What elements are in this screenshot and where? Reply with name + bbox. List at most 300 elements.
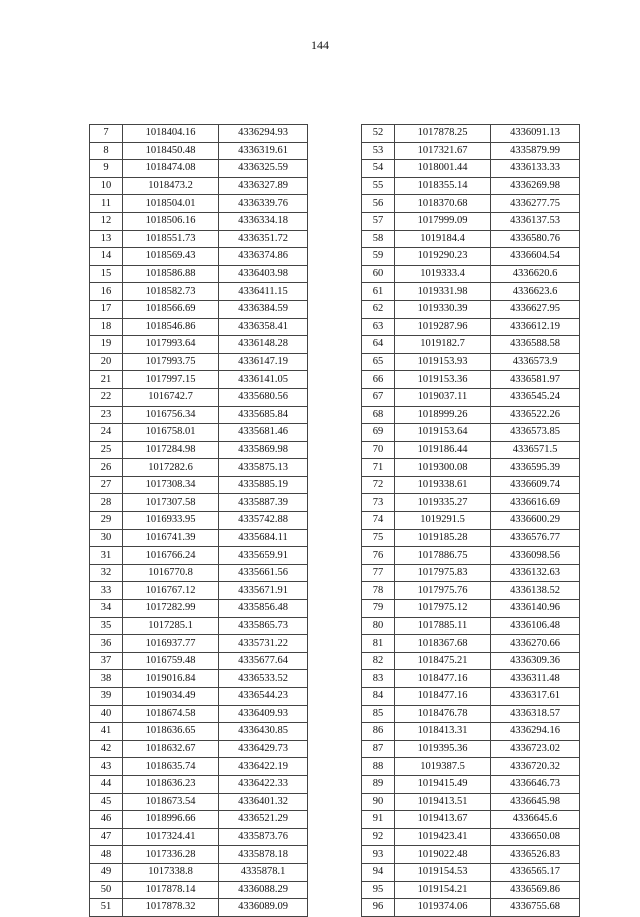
- x-coordinate-cell: 1019335.27: [395, 494, 491, 512]
- x-coordinate-cell: 1018632.67: [123, 740, 219, 758]
- table-row: [362, 494, 580, 512]
- y-coordinate-cell: 4336620.6: [491, 265, 580, 283]
- point-number-cell: 26: [90, 459, 123, 477]
- point-number-cell: 19: [90, 336, 123, 354]
- x-coordinate-cell: 1019300.08: [395, 459, 491, 477]
- point-number-cell: 62: [362, 300, 395, 318]
- table-row: [362, 652, 580, 670]
- x-coordinate-cell: 1017321.67: [395, 142, 491, 160]
- x-coordinate-cell: 1019037.11: [395, 388, 491, 406]
- table-row: [362, 723, 580, 741]
- x-coordinate-cell: 1019153.64: [395, 424, 491, 442]
- x-coordinate-cell: 1017284.98: [123, 441, 219, 459]
- y-coordinate-cell: 4335856.48: [219, 600, 308, 618]
- point-number-cell: 46: [90, 811, 123, 829]
- point-number-cell: 16: [90, 283, 123, 301]
- table-row: [362, 371, 580, 389]
- point-number-cell: 32: [90, 564, 123, 582]
- table-row: [90, 529, 308, 547]
- y-coordinate-cell: 4336650.08: [491, 828, 580, 846]
- point-number-cell: 61: [362, 283, 395, 301]
- x-coordinate-cell: 1018476.78: [395, 705, 491, 723]
- point-number-cell: 87: [362, 740, 395, 758]
- y-coordinate-cell: 4336089.09: [219, 899, 308, 917]
- point-number-cell: 13: [90, 230, 123, 248]
- table-row: [362, 388, 580, 406]
- y-coordinate-cell: 4336545.24: [491, 388, 580, 406]
- y-coordinate-cell: 4336411.15: [219, 283, 308, 301]
- table-row: [90, 564, 308, 582]
- x-coordinate-cell: 1019387.5: [395, 758, 491, 776]
- y-coordinate-cell: 4336646.73: [491, 775, 580, 793]
- x-coordinate-cell: 1019423.41: [395, 828, 491, 846]
- y-coordinate-cell: 4336522.26: [491, 406, 580, 424]
- x-coordinate-cell: 1017993.75: [123, 353, 219, 371]
- x-coordinate-cell: 1017878.32: [123, 899, 219, 917]
- x-coordinate-cell: 1016758.01: [123, 424, 219, 442]
- coordinate-table-right: [361, 124, 580, 917]
- y-coordinate-cell: 4336270.66: [491, 635, 580, 653]
- point-number-cell: 9: [90, 160, 123, 178]
- y-coordinate-cell: 4336573.85: [491, 424, 580, 442]
- table-row: [362, 212, 580, 230]
- x-coordinate-cell: 1018636.65: [123, 723, 219, 741]
- table-row: [90, 512, 308, 530]
- y-coordinate-cell: 4336580.76: [491, 230, 580, 248]
- table-row: [90, 160, 308, 178]
- point-number-cell: 44: [90, 775, 123, 793]
- table-row: [90, 353, 308, 371]
- x-coordinate-cell: 1017308.34: [123, 476, 219, 494]
- y-coordinate-cell: 4336429.73: [219, 740, 308, 758]
- x-coordinate-cell: 1019016.84: [123, 670, 219, 688]
- y-coordinate-cell: 4335671.91: [219, 582, 308, 600]
- y-coordinate-cell: 4335677.64: [219, 652, 308, 670]
- y-coordinate-cell: 4336088.29: [219, 881, 308, 899]
- x-coordinate-cell: 1018367.68: [395, 635, 491, 653]
- table-row: [90, 863, 308, 881]
- x-coordinate-cell: 1016937.77: [123, 635, 219, 653]
- y-coordinate-cell: 4336091.13: [491, 125, 580, 143]
- y-coordinate-cell: 4336723.02: [491, 740, 580, 758]
- table-row: [362, 811, 580, 829]
- point-number-cell: 7: [90, 125, 123, 143]
- x-coordinate-cell: 1019287.96: [395, 318, 491, 336]
- point-number-cell: 22: [90, 388, 123, 406]
- point-number-cell: 28: [90, 494, 123, 512]
- table-row: [362, 881, 580, 899]
- table-row: [362, 459, 580, 477]
- table-body: [90, 125, 308, 917]
- x-coordinate-cell: 1017285.1: [123, 617, 219, 635]
- x-coordinate-cell: 1018674.58: [123, 705, 219, 723]
- y-coordinate-cell: 4335878.18: [219, 846, 308, 864]
- point-number-cell: 59: [362, 248, 395, 266]
- x-coordinate-cell: 1018474.08: [123, 160, 219, 178]
- y-coordinate-cell: 4335887.39: [219, 494, 308, 512]
- y-coordinate-cell: 4335661.56: [219, 564, 308, 582]
- x-coordinate-cell: 1018404.16: [123, 125, 219, 143]
- table-row: [90, 406, 308, 424]
- x-coordinate-cell: 1019022.48: [395, 846, 491, 864]
- point-number-cell: 90: [362, 793, 395, 811]
- point-number-cell: 80: [362, 617, 395, 635]
- x-coordinate-cell: 1019154.21: [395, 881, 491, 899]
- y-coordinate-cell: 4335659.91: [219, 547, 308, 565]
- y-coordinate-cell: 4336138.52: [491, 582, 580, 600]
- point-number-cell: 63: [362, 318, 395, 336]
- point-number-cell: 31: [90, 547, 123, 565]
- point-number-cell: 12: [90, 212, 123, 230]
- table-row: [90, 670, 308, 688]
- x-coordinate-cell: 1018477.16: [395, 688, 491, 706]
- y-coordinate-cell: 4335742.88: [219, 512, 308, 530]
- y-coordinate-cell: 4335869.98: [219, 441, 308, 459]
- x-coordinate-cell: 1018450.48: [123, 142, 219, 160]
- point-number-cell: 93: [362, 846, 395, 864]
- table-row: [90, 283, 308, 301]
- y-coordinate-cell: 4336576.77: [491, 529, 580, 547]
- x-coordinate-cell: 1018355.14: [395, 177, 491, 195]
- point-number-cell: 69: [362, 424, 395, 442]
- point-number-cell: 24: [90, 424, 123, 442]
- table-row: [90, 177, 308, 195]
- point-number-cell: 76: [362, 547, 395, 565]
- point-number-cell: 85: [362, 705, 395, 723]
- y-coordinate-cell: 4336325.59: [219, 160, 308, 178]
- x-coordinate-cell: 1017885.11: [395, 617, 491, 635]
- x-coordinate-cell: 1018504.01: [123, 195, 219, 213]
- table-row: [90, 459, 308, 477]
- point-number-cell: 52: [362, 125, 395, 143]
- x-coordinate-cell: 1019153.36: [395, 371, 491, 389]
- point-number-cell: 77: [362, 564, 395, 582]
- table-row: [90, 494, 308, 512]
- table-row: [362, 353, 580, 371]
- table-row: [90, 881, 308, 899]
- table-row: [362, 564, 580, 582]
- point-number-cell: 25: [90, 441, 123, 459]
- y-coordinate-cell: 4336132.63: [491, 564, 580, 582]
- table-row: [90, 388, 308, 406]
- y-coordinate-cell: 4336581.97: [491, 371, 580, 389]
- point-number-cell: 86: [362, 723, 395, 741]
- point-number-cell: 33: [90, 582, 123, 600]
- x-coordinate-cell: 1016756.34: [123, 406, 219, 424]
- table-row: [90, 617, 308, 635]
- table-row: [362, 793, 580, 811]
- table-row: [90, 582, 308, 600]
- table-row: [362, 336, 580, 354]
- y-coordinate-cell: 4336317.61: [491, 688, 580, 706]
- table-row: [90, 300, 308, 318]
- y-coordinate-cell: 4336609.74: [491, 476, 580, 494]
- x-coordinate-cell: 1016770.8: [123, 564, 219, 582]
- table-row: [90, 318, 308, 336]
- point-number-cell: 84: [362, 688, 395, 706]
- table-row: [362, 863, 580, 881]
- x-coordinate-cell: 1017997.15: [123, 371, 219, 389]
- x-coordinate-cell: 1019415.49: [395, 775, 491, 793]
- x-coordinate-cell: 1018673.54: [123, 793, 219, 811]
- x-coordinate-cell: 1018546.86: [123, 318, 219, 336]
- y-coordinate-cell: 4336409.93: [219, 705, 308, 723]
- table-row: [362, 230, 580, 248]
- point-number-cell: 79: [362, 600, 395, 618]
- point-number-cell: 83: [362, 670, 395, 688]
- table-row: [90, 758, 308, 776]
- y-coordinate-cell: 4336141.05: [219, 371, 308, 389]
- point-number-cell: 17: [90, 300, 123, 318]
- y-coordinate-cell: 4335865.73: [219, 617, 308, 635]
- y-coordinate-cell: 4336720.32: [491, 758, 580, 776]
- x-coordinate-cell: 1016767.12: [123, 582, 219, 600]
- point-number-cell: 20: [90, 353, 123, 371]
- point-number-cell: 74: [362, 512, 395, 530]
- table-row: [90, 793, 308, 811]
- y-coordinate-cell: 4336612.19: [491, 318, 580, 336]
- point-number-cell: 43: [90, 758, 123, 776]
- y-coordinate-cell: 4335685.84: [219, 406, 308, 424]
- table-row: [362, 828, 580, 846]
- table-row: [90, 476, 308, 494]
- point-number-cell: 50: [90, 881, 123, 899]
- y-coordinate-cell: 4336604.54: [491, 248, 580, 266]
- y-coordinate-cell: 4336309.36: [491, 652, 580, 670]
- point-number-cell: 91: [362, 811, 395, 829]
- y-coordinate-cell: 4336521.29: [219, 811, 308, 829]
- table-row: [362, 406, 580, 424]
- table-row: [362, 142, 580, 160]
- table-row: [362, 775, 580, 793]
- y-coordinate-cell: 4336137.53: [491, 212, 580, 230]
- x-coordinate-cell: 1017975.12: [395, 600, 491, 618]
- point-number-cell: 41: [90, 723, 123, 741]
- x-coordinate-cell: 1019374.06: [395, 899, 491, 917]
- point-number-cell: 39: [90, 688, 123, 706]
- point-number-cell: 8: [90, 142, 123, 160]
- table-row: [90, 371, 308, 389]
- y-coordinate-cell: 4336294.16: [491, 723, 580, 741]
- table-row: [90, 125, 308, 143]
- y-coordinate-cell: 4336319.61: [219, 142, 308, 160]
- table-row: [90, 775, 308, 793]
- y-coordinate-cell: 4336374.86: [219, 248, 308, 266]
- y-coordinate-cell: 4335680.56: [219, 388, 308, 406]
- point-number-cell: 10: [90, 177, 123, 195]
- table-row: [362, 283, 580, 301]
- point-number-cell: 57: [362, 212, 395, 230]
- point-number-cell: 92: [362, 828, 395, 846]
- table-row: [90, 195, 308, 213]
- table-row: [90, 723, 308, 741]
- table-row: [90, 635, 308, 653]
- point-number-cell: 40: [90, 705, 123, 723]
- table-row: [90, 652, 308, 670]
- point-number-cell: 65: [362, 353, 395, 371]
- table-row: [90, 846, 308, 864]
- y-coordinate-cell: 4336430.85: [219, 723, 308, 741]
- point-number-cell: 51: [90, 899, 123, 917]
- table-row: [362, 582, 580, 600]
- x-coordinate-cell: 1019182.7: [395, 336, 491, 354]
- x-coordinate-cell: 1017324.41: [123, 828, 219, 846]
- x-coordinate-cell: 1019153.93: [395, 353, 491, 371]
- table-row: [362, 758, 580, 776]
- point-number-cell: 42: [90, 740, 123, 758]
- x-coordinate-cell: 1019186.44: [395, 441, 491, 459]
- x-coordinate-cell: 1019413.51: [395, 793, 491, 811]
- table-row: [90, 740, 308, 758]
- point-number-cell: 66: [362, 371, 395, 389]
- point-number-cell: 53: [362, 142, 395, 160]
- y-coordinate-cell: 4335879.99: [491, 142, 580, 160]
- table-body: [362, 125, 580, 917]
- point-number-cell: 96: [362, 899, 395, 917]
- y-coordinate-cell: 4336269.98: [491, 177, 580, 195]
- point-number-cell: 21: [90, 371, 123, 389]
- y-coordinate-cell: 4336571.5: [491, 441, 580, 459]
- table-row: [362, 547, 580, 565]
- table-row: [90, 547, 308, 565]
- point-number-cell: 45: [90, 793, 123, 811]
- point-number-cell: 75: [362, 529, 395, 547]
- point-number-cell: 11: [90, 195, 123, 213]
- y-coordinate-cell: 4335681.46: [219, 424, 308, 442]
- table-row: [362, 512, 580, 530]
- x-coordinate-cell: 1017336.28: [123, 846, 219, 864]
- x-coordinate-cell: 1018999.26: [395, 406, 491, 424]
- table-row: [90, 828, 308, 846]
- y-coordinate-cell: 4336351.72: [219, 230, 308, 248]
- x-coordinate-cell: 1018475.21: [395, 652, 491, 670]
- point-number-cell: 23: [90, 406, 123, 424]
- y-coordinate-cell: 4336098.56: [491, 547, 580, 565]
- point-number-cell: 34: [90, 600, 123, 618]
- point-number-cell: 36: [90, 635, 123, 653]
- y-coordinate-cell: 4336133.33: [491, 160, 580, 178]
- y-coordinate-cell: 4335731.22: [219, 635, 308, 653]
- y-coordinate-cell: 4335873.76: [219, 828, 308, 846]
- y-coordinate-cell: 4336277.75: [491, 195, 580, 213]
- table-row: [362, 899, 580, 917]
- x-coordinate-cell: 1019333.4: [395, 265, 491, 283]
- x-coordinate-cell: 1019290.23: [395, 248, 491, 266]
- x-coordinate-cell: 1018636.23: [123, 775, 219, 793]
- point-number-cell: 29: [90, 512, 123, 530]
- y-coordinate-cell: 4336595.39: [491, 459, 580, 477]
- y-coordinate-cell: 4336334.18: [219, 212, 308, 230]
- x-coordinate-cell: 1019184.4: [395, 230, 491, 248]
- point-number-cell: 14: [90, 248, 123, 266]
- table-row: [362, 160, 580, 178]
- x-coordinate-cell: 1019034.49: [123, 688, 219, 706]
- y-coordinate-cell: 4336544.23: [219, 688, 308, 706]
- y-coordinate-cell: 4336569.86: [491, 881, 580, 899]
- point-number-cell: 37: [90, 652, 123, 670]
- point-number-cell: 54: [362, 160, 395, 178]
- table-row: [90, 142, 308, 160]
- y-coordinate-cell: 4336148.28: [219, 336, 308, 354]
- table-row: [362, 670, 580, 688]
- table-row: [362, 600, 580, 618]
- x-coordinate-cell: 1019291.5: [395, 512, 491, 530]
- x-coordinate-cell: 1017993.64: [123, 336, 219, 354]
- y-coordinate-cell: 4336422.33: [219, 775, 308, 793]
- point-number-cell: 18: [90, 318, 123, 336]
- table-row: [362, 195, 580, 213]
- point-number-cell: 81: [362, 635, 395, 653]
- table-row: [362, 300, 580, 318]
- y-coordinate-cell: 4336755.68: [491, 899, 580, 917]
- point-number-cell: 60: [362, 265, 395, 283]
- point-number-cell: 88: [362, 758, 395, 776]
- point-number-cell: 68: [362, 406, 395, 424]
- table-row: [90, 688, 308, 706]
- table-row: [90, 424, 308, 442]
- y-coordinate-cell: 4336311.48: [491, 670, 580, 688]
- y-coordinate-cell: 4336422.19: [219, 758, 308, 776]
- table-row: [90, 899, 308, 917]
- point-number-cell: 30: [90, 529, 123, 547]
- point-number-cell: 55: [362, 177, 395, 195]
- table-row: [362, 635, 580, 653]
- x-coordinate-cell: 1019413.67: [395, 811, 491, 829]
- table-row: [90, 230, 308, 248]
- x-coordinate-cell: 1016933.95: [123, 512, 219, 530]
- y-coordinate-cell: 4336384.59: [219, 300, 308, 318]
- y-coordinate-cell: 4335878.1: [219, 863, 308, 881]
- x-coordinate-cell: 1017975.83: [395, 564, 491, 582]
- point-number-cell: 70: [362, 441, 395, 459]
- x-coordinate-cell: 1018582.73: [123, 283, 219, 301]
- x-coordinate-cell: 1018370.68: [395, 195, 491, 213]
- point-number-cell: 58: [362, 230, 395, 248]
- point-number-cell: 94: [362, 863, 395, 881]
- y-coordinate-cell: 4336401.32: [219, 793, 308, 811]
- x-coordinate-cell: 1019395.36: [395, 740, 491, 758]
- x-coordinate-cell: 1018566.69: [123, 300, 219, 318]
- x-coordinate-cell: 1019185.28: [395, 529, 491, 547]
- table-row: [90, 212, 308, 230]
- table-row: [90, 248, 308, 266]
- x-coordinate-cell: 1017999.09: [395, 212, 491, 230]
- table-row: [362, 740, 580, 758]
- y-coordinate-cell: 4336327.89: [219, 177, 308, 195]
- y-coordinate-cell: 4335684.11: [219, 529, 308, 547]
- table-row: [90, 705, 308, 723]
- point-number-cell: 89: [362, 775, 395, 793]
- point-number-cell: 64: [362, 336, 395, 354]
- point-number-cell: 27: [90, 476, 123, 494]
- point-number-cell: 67: [362, 388, 395, 406]
- table-row: [362, 617, 580, 635]
- point-number-cell: 15: [90, 265, 123, 283]
- x-coordinate-cell: 1019331.98: [395, 283, 491, 301]
- table-row: [90, 811, 308, 829]
- y-coordinate-cell: 4336526.83: [491, 846, 580, 864]
- x-coordinate-cell: 1018551.73: [123, 230, 219, 248]
- x-coordinate-cell: 1018635.74: [123, 758, 219, 776]
- x-coordinate-cell: 1017878.25: [395, 125, 491, 143]
- point-number-cell: 38: [90, 670, 123, 688]
- x-coordinate-cell: 1017282.6: [123, 459, 219, 477]
- y-coordinate-cell: 4336339.76: [219, 195, 308, 213]
- y-coordinate-cell: 4336627.95: [491, 300, 580, 318]
- point-number-cell: 95: [362, 881, 395, 899]
- x-coordinate-cell: 1018477.16: [395, 670, 491, 688]
- x-coordinate-cell: 1018413.31: [395, 723, 491, 741]
